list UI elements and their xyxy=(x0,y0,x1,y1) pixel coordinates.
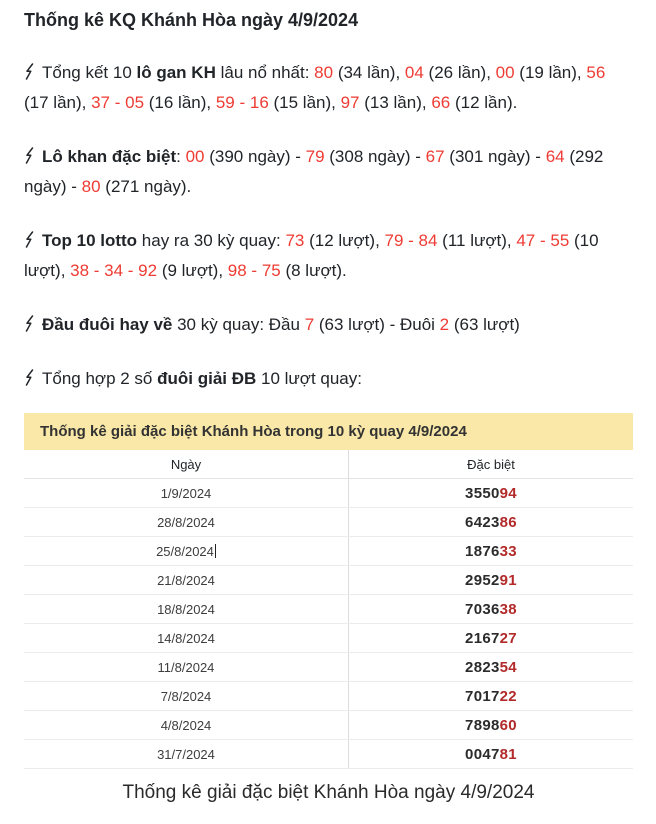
special-number-suffix: 60 xyxy=(499,716,517,734)
special-prize-table xyxy=(24,413,633,769)
special-cell xyxy=(348,682,633,710)
text-caret xyxy=(215,544,216,558)
special-number-prefix: 2823 xyxy=(465,658,500,676)
text-segment: (292 ngày) - xyxy=(24,147,604,196)
special-cell xyxy=(348,537,633,565)
column-header-date: Ngày xyxy=(170,457,202,472)
table-row xyxy=(24,682,633,711)
special-number-prefix: 2167 xyxy=(465,629,500,647)
text-segment: lâu nổ nhất: xyxy=(215,63,315,82)
date-cell: 7/8/2024 xyxy=(160,688,212,704)
summary-paragraphs xyxy=(24,58,633,394)
lightning-icon xyxy=(24,226,35,256)
bold-label: đuôi giải ĐB xyxy=(157,369,257,388)
date-cell: 18/8/2024 xyxy=(157,601,215,617)
highlight-number: 98 - 75 xyxy=(227,261,281,280)
table-row xyxy=(24,479,633,508)
special-number-prefix: 7898 xyxy=(465,716,500,734)
lightning-icon xyxy=(24,364,35,394)
text-segment: (12 lần). xyxy=(450,93,518,112)
special-number-suffix: 54 xyxy=(499,658,517,676)
text-segment: (12 lượt), xyxy=(304,231,385,250)
text-segment: : xyxy=(176,147,186,166)
date-cell: 21/8/2024 xyxy=(157,572,215,588)
special-number-prefix: 6423 xyxy=(465,513,500,531)
column-header-special: Đặc biệt xyxy=(348,450,633,478)
special-number-prefix: 3550 xyxy=(465,484,500,502)
text-segment: Tổng kết 10 xyxy=(42,63,137,82)
special-number-prefix: 7017 xyxy=(465,687,500,705)
summary-paragraph xyxy=(24,310,633,340)
text-segment: Tổng hợp 2 số xyxy=(42,369,158,388)
special-cell xyxy=(348,740,633,768)
date-cell: 1/9/2024 xyxy=(160,485,212,501)
date-cell: 4/8/2024 xyxy=(160,717,212,733)
highlight-number: 38 - 34 - 92 xyxy=(70,261,158,280)
table-header-row xyxy=(24,450,633,479)
table-caption: Thống kê giải đặc biệt Khánh Hòa ngày 4/9/2024 xyxy=(122,782,535,803)
text-segment: (16 lần), xyxy=(144,93,216,112)
bold-label: Đầu đuôi hay về xyxy=(42,315,173,334)
table-row xyxy=(24,537,633,566)
table-title: Thống kê giải đặc biệt Khánh Hòa trong 10 kỳ quay 4/9/2024 xyxy=(24,413,633,450)
highlight-number: 67 xyxy=(425,147,445,166)
special-number-suffix: 27 xyxy=(499,629,517,647)
highlight-number: 00 xyxy=(495,63,515,82)
text-segment: (10 lượt), xyxy=(24,231,599,280)
special-cell xyxy=(348,566,633,594)
text-segment: (19 lần), xyxy=(514,63,587,82)
special-cell xyxy=(348,508,633,536)
lightning-icon xyxy=(24,310,35,340)
highlight-number: 97 xyxy=(340,93,360,112)
special-number-suffix: 33 xyxy=(499,542,517,560)
text-segment: (8 lượt). xyxy=(280,261,347,280)
bold-label: Lô khan đặc biệt xyxy=(42,147,177,166)
text-segment: (26 lần), xyxy=(423,63,496,82)
special-cell xyxy=(348,653,633,681)
text-segment: (63 lượt) - Đuôi xyxy=(314,315,440,334)
highlight-number: 79 xyxy=(305,147,325,166)
special-number-suffix: 91 xyxy=(499,571,517,589)
summary-paragraph xyxy=(24,364,633,394)
table-row xyxy=(24,508,633,537)
table-row xyxy=(24,653,633,682)
special-cell xyxy=(348,479,633,507)
date-cell: 11/8/2024 xyxy=(157,659,215,675)
highlight-number: 80 xyxy=(81,177,101,196)
highlight-number: 7 xyxy=(304,315,315,334)
special-number-suffix: 22 xyxy=(499,687,517,705)
text-segment: 10 lượt quay: xyxy=(256,369,362,388)
date-cell: 31/7/2024 xyxy=(157,746,215,762)
text-segment: hay ra 30 kỳ quay: xyxy=(137,231,286,250)
summary-paragraph xyxy=(24,142,633,202)
highlight-number: 79 - 84 xyxy=(384,231,438,250)
special-number-suffix: 38 xyxy=(499,600,517,618)
highlight-number: 64 xyxy=(545,147,565,166)
special-number-prefix: 1876 xyxy=(465,542,500,560)
special-cell xyxy=(348,624,633,652)
text-segment: (308 ngày) - xyxy=(324,147,426,166)
highlight-number: 73 xyxy=(285,231,305,250)
highlight-number: 80 xyxy=(314,63,334,82)
text-segment: (15 lần), xyxy=(268,93,341,112)
text-segment: (11 lượt), xyxy=(437,231,517,250)
table-row xyxy=(24,740,633,769)
text-segment: (17 lần), xyxy=(24,93,92,112)
text-segment: (271 ngày). xyxy=(100,177,192,196)
special-number-prefix: 0047 xyxy=(465,745,500,763)
table-body xyxy=(24,479,633,769)
special-number-prefix: 7036 xyxy=(465,600,500,618)
text-segment: (13 lần), xyxy=(359,93,432,112)
lightning-icon xyxy=(24,142,35,172)
highlight-number: 04 xyxy=(404,63,424,82)
table-row xyxy=(24,595,633,624)
highlight-number: 00 xyxy=(185,147,205,166)
text-segment: (9 lượt), xyxy=(157,261,228,280)
text-segment: (63 lượt) xyxy=(449,315,520,334)
lightning-icon xyxy=(24,58,35,88)
table-row xyxy=(24,566,633,595)
text-segment: (390 ngày) - xyxy=(204,147,306,166)
highlight-number: 56 xyxy=(586,63,606,82)
text-segment: (34 lần), xyxy=(333,63,405,82)
table-row xyxy=(24,624,633,653)
date-cell: 25/8/2024 xyxy=(156,543,214,559)
page-title: Thống kê KQ Khánh Hòa ngày 4/9/2024 xyxy=(24,10,359,30)
highlight-number: 47 - 55 xyxy=(516,231,570,250)
special-number-prefix: 2952 xyxy=(465,571,500,589)
special-number-suffix: 86 xyxy=(499,513,517,531)
summary-paragraph xyxy=(24,58,633,118)
bold-label: Top 10 lotto xyxy=(42,231,138,250)
date-cell: 14/8/2024 xyxy=(157,630,215,646)
text-segment: 30 kỳ quay: Đầu xyxy=(172,315,305,334)
special-number-suffix: 94 xyxy=(499,484,517,502)
table-row xyxy=(24,711,633,740)
summary-paragraph xyxy=(24,226,633,286)
special-cell xyxy=(348,711,633,739)
highlight-number: 59 - 16 xyxy=(215,93,269,112)
special-number-suffix: 81 xyxy=(499,745,517,763)
special-cell xyxy=(348,595,633,623)
text-segment: (301 ngày) - xyxy=(444,147,546,166)
date-cell: 28/8/2024 xyxy=(157,514,215,530)
highlight-number: 66 xyxy=(431,93,451,112)
highlight-number: 37 - 05 xyxy=(91,93,145,112)
highlight-number: 2 xyxy=(439,315,450,334)
bold-label: lô gan KH xyxy=(136,63,216,82)
